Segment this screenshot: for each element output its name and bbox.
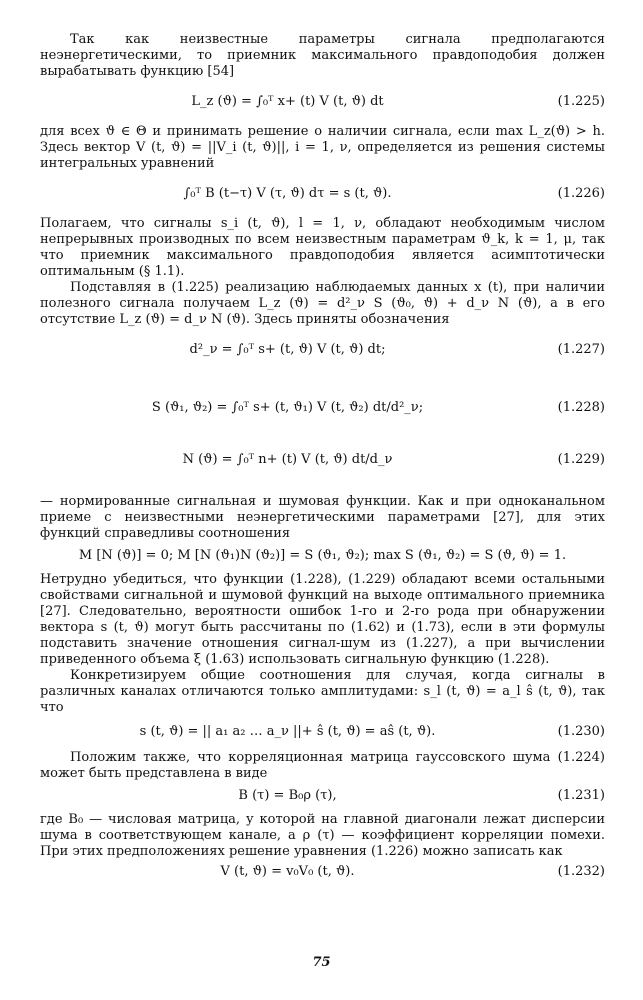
equation-1-231 [40,782,605,812]
page-number: 75 [312,955,331,970]
equation-number: (1.227) [557,342,605,357]
equation-number: (1.225) [557,94,605,109]
paragraph: Полагаем, что сигналы s_i (t, ϑ), l = 1, ν, обладают необходимым числом непрерывных производных по всем неизвестным параметрам ϑ_k, k = 1, μ, так что приемник максимального правдоподобия является асимптотически оптимальным (§ 1.1). [40,216,605,279]
paragraph: для всех ϑ ∈ Θ и принимать решение о наличии сигнала, если max L_z(ϑ) > h. Здесь вектор V (t, ϑ) = ||V_i (t, ϑ)||, i = 1, ν, определяется из решения системы интегральных уравнений [40,124,605,171]
paragraph: где B₀ — числовая матрица, у которой на главной диагонали лежат дисперсии шума в соответствующем канале, а ρ (τ) — коэффициент корреляции помехи. При этих предположениях решение уравнения (1.226) можно записать как [40,812,605,859]
paragraph: Положим также, что корреляционная матрица гауссовского шума (1.224) может быть представлена в виде [40,750,605,781]
equation-number: (1.229) [557,452,605,467]
equation-1-227 [40,328,605,372]
equation-number: (1.231) [557,788,605,803]
equation-1-228 [40,386,605,430]
paragraph: Конкретизируем общие соотношения для случая, когда сигналы в различных каналах отличаются только амплитудами: s_l (t, ϑ) = a_l ŝ (t, ϑ), так что [40,668,605,715]
equation-body: M [N (ϑ)] = 0; M [N (ϑ₁)N (ϑ₂)] = S (ϑ₁, ϑ₂); max S (ϑ₁, ϑ₂) = S (ϑ, ϑ) = 1. [78,548,567,563]
equation-body: S (ϑ₁, ϑ₂) = ∫₀ᵀ s+ (t, ϑ₁) V (t, ϑ₂) dt/d²_ν; [151,400,424,415]
paragraph: Так как неизвестные параметры сигнала предполагаются неэнергетическими, то приемник максимального правдоподобия должен вырабатывать функцию [54] [40,32,605,79]
equation-1-230 [40,716,605,750]
equation-1-225 [40,80,605,124]
equation-number: (1.228) [557,400,605,415]
equation-number: (1.230) [557,724,605,739]
equation-1-229 [40,438,605,482]
equation-body: L_z (ϑ) = ∫₀ᵀ x+ (t) V (t, ϑ) dt [191,94,384,109]
paragraph: — нормированные сигнальная и шумовая функции. Как и при одноканальном приеме с неизвестными неэнергетическими параметрами [27], для этих функций справедливы соотношения [40,494,605,541]
page-body [40,32,605,888]
paragraph: Подставляя в (1.225) реализацию наблюдаемых данных x (t), при наличии полезного сигнала получаем L_z (ϑ) = d²_ν S (ϑ₀, ϑ) + d_ν N (ϑ), а в его отсутствие L_z (ϑ) = d_ν N (ϑ). Здесь приняты обозначения [40,280,605,327]
equation-body: V (t, ϑ) = v₀V₀ (t, ϑ). [220,864,355,879]
equation-body: d²_ν = ∫₀ᵀ s+ (t, ϑ) V (t, ϑ) dt; [189,342,386,357]
equation-1-226 [40,172,605,216]
equation-body: s (t, ϑ) = || a₁ a₂ … a_ν ||+ ŝ (t, ϑ) = aŝ (t, ϑ). [139,724,436,739]
equation-number: (1.226) [557,186,605,201]
equation-body: ∫₀ᵀ B (t−τ) V (τ, ϑ) dτ = s (t, ϑ). [183,186,392,201]
equation-number: (1.232) [557,864,605,879]
equation-1-232 [40,860,605,888]
equation-body: B (τ) = B₀ρ (τ), [238,788,337,803]
equation-body: N (ϑ) = ∫₀ᵀ n+ (t) V (t, ϑ) dt/d_ν [182,452,393,467]
paragraph: Нетрудно убедиться, что функции (1.228), (1.229) обладают всеми остальными свойствами сигнальной и шумовой функций на выходе оптимального приемника [27]. Следовательно, вероятности ошибок 1-го и 2-го рода при обнаружении вектора s (t, ϑ) могут быть рассчитаны по (1.62) и (1.73), если в эти формулы подставить значение отношения сигнал-шум из (1.227), а при вычислении приведенного объема ξ (1.63) использовать сигнальную функцию (1.228). [40,572,605,667]
equation-relations [40,542,605,572]
